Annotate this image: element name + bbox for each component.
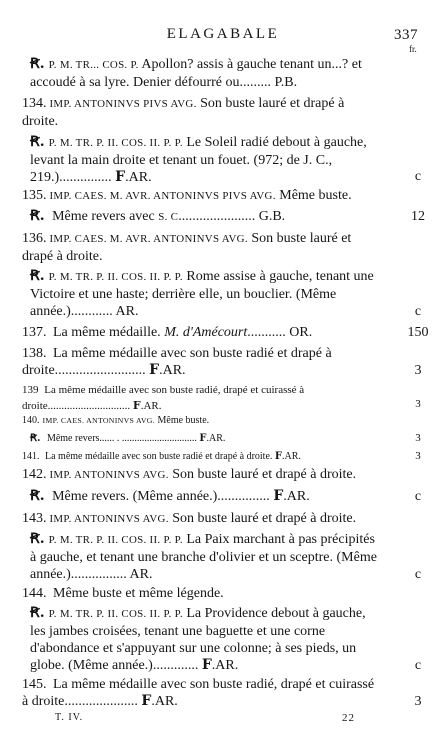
catalogue-entry (30, 531, 382, 583)
entry-number: 135. (22, 188, 47, 203)
reverse-symbol: Ꞧ. (30, 433, 41, 444)
reverse-symbol: Ꞧ. (30, 134, 45, 150)
entry-text: Son buste lauré et drapé à droite. (168, 511, 357, 526)
coin-legend: P. M. TR. P. II. COS. II. P. P. (48, 608, 183, 620)
catalogue-entry (22, 345, 382, 379)
entry-text: La Providence debout à gauche, les jambes croisées, tenant une baguette et une corne d'abondance et s'appuyant sur une colonne; à ses pieds, un globe. (Même année.)............. (30, 606, 366, 673)
price-mark: c (414, 489, 422, 504)
coin-legend: P. M. TR... COS. P. (48, 59, 139, 71)
catalogue-entry (22, 187, 382, 205)
catalogue-entry (30, 432, 382, 446)
entry-number: 138. (22, 346, 47, 361)
catalogue-entry (22, 95, 382, 130)
catalogue-entry (30, 134, 382, 186)
entry-number: 140. (22, 415, 40, 426)
entry-number: 136. (22, 231, 47, 246)
entry-number: 142. (22, 467, 47, 482)
catalogue-entry (30, 488, 382, 505)
reverse-symbol: Ꞧ. (30, 208, 45, 224)
price-mark: 12 (411, 209, 425, 224)
entry-text: La même médaille avec son buste radié, drapé et cuirassé à droite.............................. (22, 384, 305, 412)
catalogue-entry (22, 324, 382, 341)
entry-text: Son buste lauré et drapé à droite. (22, 96, 345, 129)
entry-number: 134. (22, 96, 47, 111)
entry-text: Même buste. (155, 415, 210, 426)
price-mark: 3 (415, 398, 421, 410)
metal-mark: F (141, 693, 152, 709)
gathering-signature: 22 (342, 712, 355, 724)
entry-number: 144. (22, 586, 47, 601)
entry-text: La même médaille. (49, 325, 165, 340)
volume-signature: T. IV. (55, 712, 84, 723)
catalogue-entry (22, 466, 382, 484)
coin-legend: S. C (158, 211, 179, 223)
metal-mark: F (273, 488, 284, 504)
entry-text: Même revers. (Même année.)............... (48, 489, 274, 504)
entry-text: La même médaille avec son buste radié, drapé et cuirassé à droite..................... (22, 677, 375, 709)
collection-name: M. d'Amécourt (164, 325, 248, 340)
entry-text: Même buste et même légende. (49, 586, 224, 601)
catalogue-entry (30, 56, 382, 91)
entry-text: .AR. (283, 489, 310, 504)
catalogue-entry (22, 230, 382, 265)
entry-text: .AR. (151, 694, 178, 709)
entry-text: La même médaille avec son buste radié et drapé à droite.......................... (22, 346, 332, 378)
coin-legend: IMP. ANTONINVS PIVS AVG. (49, 98, 197, 110)
entry-text: .AR. (282, 451, 301, 462)
price-mark: 3 (414, 694, 422, 709)
entry-text: .AR. (159, 363, 186, 378)
reverse-symbol: Ꞧ. (30, 488, 45, 504)
metal-mark: F (274, 451, 283, 462)
catalogue-entry (22, 676, 382, 710)
entry-number: 139 (22, 384, 39, 396)
catalogue-entry (22, 450, 382, 464)
metal-mark: F (149, 362, 160, 378)
catalogue-entry (22, 510, 382, 528)
reverse-symbol: Ꞧ. (30, 268, 45, 284)
entry-text: Rome assise à gauche, tenant une Victoire et une haste; derrière elle, un bouclier. (Même année.)............ AR. (30, 269, 374, 319)
entry-text: Le Soleil radié debout à gauche, levant la main droite et tenant un fouet. (972; de J. C., 219.)............... (30, 135, 367, 185)
entry-text: Son buste lauré et drapé à droite. (22, 231, 352, 264)
entry-text: ...................... G.B. (178, 209, 286, 224)
metal-mark: F (115, 169, 126, 185)
price-mark: 150 (407, 325, 429, 340)
price-mark: 3 (415, 450, 421, 462)
price-mark: c (414, 658, 422, 673)
coin-legend: P. M. TR. P. II. COS. II. P. P. (48, 534, 183, 546)
reverse-symbol: Ꞧ. (30, 56, 45, 72)
price-unit-note: fr. (409, 44, 417, 54)
entry-text: Son buste lauré et drapé à droite. (168, 467, 357, 482)
catalogue-entry (22, 383, 382, 414)
price-mark: c (414, 567, 422, 582)
entry-text: Apollon? assis à gauche tenant un...? et accoudé à sa lyre. Denier défourré ou......... P.B. (30, 57, 362, 90)
entry-number: 141. (22, 451, 40, 462)
coin-legend: IMP. ANTONINVS AVG. (49, 469, 169, 481)
coin-legend: IMP. ANTONINVS AVG. (49, 513, 169, 525)
entry-text: Même revers avec (48, 209, 159, 224)
entry-text: Même revers...... . .............................. (44, 433, 200, 444)
entry-text: .AR. (211, 658, 239, 673)
entry-number: 145. (22, 677, 47, 692)
catalogue-entry (30, 208, 382, 226)
catalogue-entry (22, 414, 382, 428)
coin-legend: IMP. CAES. ANTONINVS AVG. (42, 416, 155, 425)
entry-text: La Paix marchant à pas précipités à gauche, et tenant une branche d'olivier et un sceptre. (Même année.)................ AR. (30, 532, 377, 582)
entry-text: .AR. (125, 170, 152, 185)
entry-text: .AR. (206, 433, 226, 444)
catalogue-entry (22, 585, 382, 602)
entry-text: ........... OR. (247, 325, 313, 340)
entry-text: .AR. (140, 400, 162, 412)
price-mark: c (414, 304, 422, 319)
entry-text: La même médaille avec son buste radié et drapé à droite. (42, 451, 275, 462)
coin-legend: IMP. CAES. M. AVR. ANTONINVS PIVS AVG. (49, 190, 276, 202)
entry-number: 137. (22, 325, 47, 340)
coin-legend: P. M. TR. P. II. COS. II. P. P. (48, 271, 183, 283)
reverse-symbol: Ꞧ. (30, 605, 45, 621)
metal-mark: F (199, 433, 207, 444)
coin-legend: P. M. TR. P. II. COS. II. P. P. (48, 137, 183, 149)
page-title: ELAGABALE (166, 26, 280, 42)
price-mark: c (414, 169, 422, 184)
reverse-symbol: Ꞧ. (30, 531, 45, 547)
page-number: 337 (394, 27, 418, 43)
price-mark: 3 (415, 432, 421, 444)
entry-text: Même buste. (275, 188, 352, 203)
catalogue-entry (30, 605, 382, 674)
entry-number: 143. (22, 511, 47, 526)
catalogue-entry (30, 268, 382, 320)
metal-mark: F (201, 657, 212, 673)
metal-mark: F (132, 399, 141, 412)
coin-legend: IMP. CAES. M. AVR. ANTONINVS AVG. (49, 233, 248, 245)
price-mark: 3 (414, 363, 422, 378)
